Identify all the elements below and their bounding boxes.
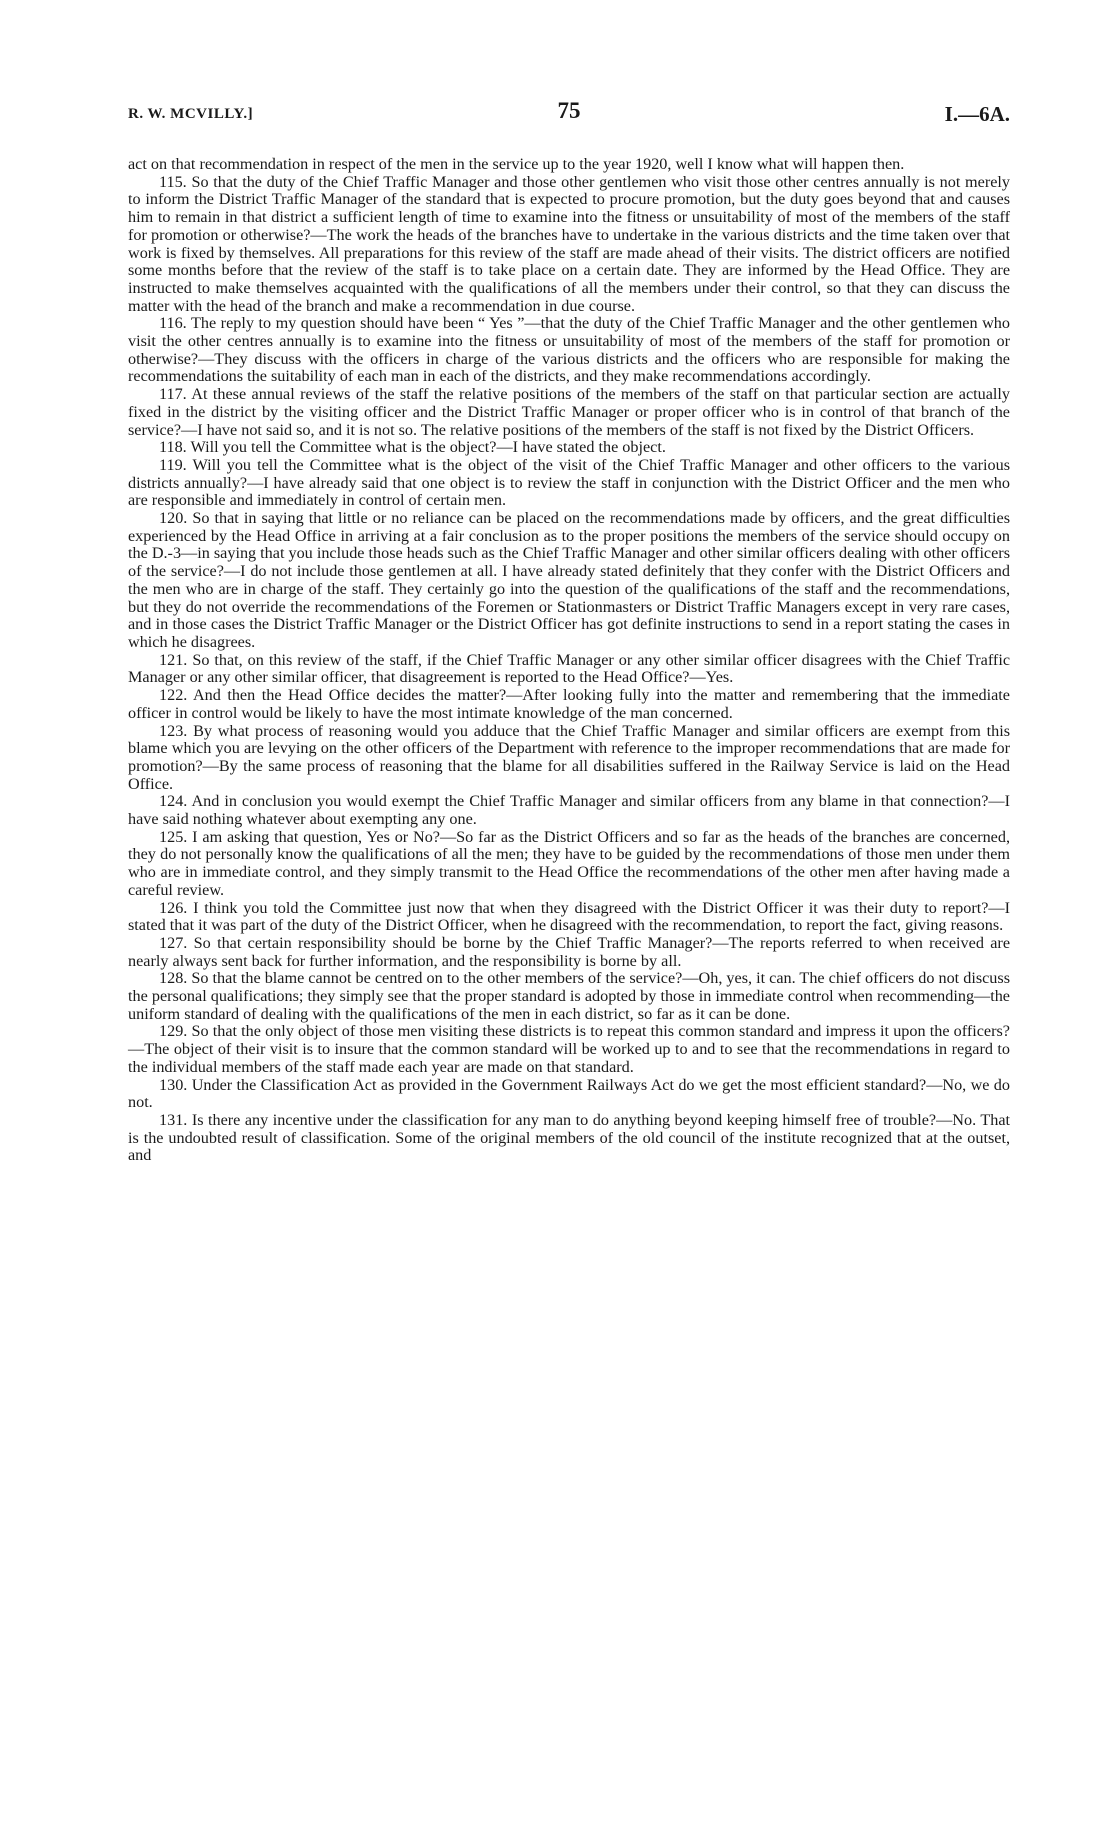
witness-name: R. W. MCVILLY.] [128,106,254,122]
question-paragraph [128,386,1010,439]
question-number: 124. [159,792,188,811]
question-paragraph [128,829,1010,900]
question-paragraph [128,935,1010,970]
question-number: 117. [159,385,187,404]
question-number: 126. [159,898,188,917]
question-number: 121. [159,650,188,669]
paper-reference: I.—6A. [944,102,1010,126]
question-paragraph [128,510,1010,652]
paragraph-text: At these annual reviews of the staff the relative positions of the members of the staff on that particular section are actually fixed in the district by the visiting officer and the District Traffic Manager or proper officer who is in control of that branch of the service?—I have not said so, and it is not so. The relative positions of the members of the staff is not fixed by the District Officers. [128,385,1011,439]
paragraph-text: So that the duty of the Chief Traffic Manager and those other gentlemen who visit those other centres annually is not merely to inform the District Traffic Manager of the standard that is expected to procure promotion, but the duty goes beyond that and causes him to remain in that district a sufficient length of time to examine into the fitness or unsuitability of most of the members of the staff for promotion or otherwise?—The work the heads of the branches have to undertake in the various districts and the time taken over that work is fixed by themselves. All preparations for this review of the staff are made ahead of their visits. The district officers are notified some months before that the review of the staff is to take place on a certain date. They are informed by the Head Office. They are instructed to make themselves acquainted with the qualifications of all the members under their control, so that they can discuss the matter with the head of the branch and make a recommendation in due course. [128,172,1010,315]
question-number: 123. [159,721,188,740]
question-paragraph [128,1112,1010,1165]
question-number: 122. [159,686,188,705]
question-number: 129. [159,1022,188,1041]
question-paragraph [128,174,1010,316]
paragraph-text: So that, on this review of the staff, if the Chief Traffic Manager or any other similar officer disagrees with the Chief Traffic Manager or any other similar officer, that disagreement is reported to the Head Office?—Yes. [128,650,1011,687]
question-number: 130. [159,1075,188,1094]
question-paragraph [128,970,1010,1023]
paragraph-text: So that in saying that little or no reliance can be placed on the recommendations made by officers, and the great difficulties experienced by the Head Office in arriving at a fair conclusion as to the proper positions the members of the service should occupy on the D.-3—in saying that you include those heads such as the Chief Traffic Manager and other similar officers dealing with other officers of the service?—I do not include those gentlemen at all. I have already stated definitely that they confer with the District Officers and the men who are in charge of the staff. They certainly go into the question of the qualifications of the staff and the recommendations, but they do not override the recommendations of the Foremen or Stationmasters or District Traffic Managers except in very rare cases, and in those cases the District Traffic Manager or the District Officer has got definite instructions to send in a report stating the cases in which he disagrees. [128,509,1011,651]
document-body [128,156,1010,1165]
question-paragraph [128,439,1010,457]
paragraph-text: I think you told the Committee just now that when they disagreed with the District Officer it was their duty to report?—I stated that it was part of the duty of the District Officer, when he disagreed with the recommendation, to report the fact, giving reasons. [128,898,1011,935]
question-paragraph [128,315,1010,386]
question-number: 116. [159,314,187,333]
paragraph-text: I am asking that question, Yes or No?—So far as the District Officers and so far as the heads of the branches are concerned, they do not personally know the qualifications of all the men; they have to be guided by the recommendations of those men under them who are in immediate control, and they simply transmit to the Head Office the recommendations of the other men after having made a careful review. [128,827,1011,899]
question-paragraph [128,457,1010,510]
paragraph-text: So that certain responsibility should be borne by the Chief Traffic Manager?—The reports referred to when received are nearly always sent back for further information, and the responsibility is borne by all. [128,933,1011,970]
question-paragraph [128,687,1010,722]
question-paragraph [128,793,1010,828]
question-paragraph [128,652,1010,687]
paragraph-text: act on that recommendation in respect of the men in the service up to the year 1920, well I know what will happen then. [128,155,905,173]
question-number: 131. [159,1110,188,1129]
paragraph-text: The reply to my question should have been “ Yes ”—that the duty of the Chief Traffic Manager and the other gentlemen who visit the other centres annually is to examine into the fitness or unsuitability of most of the members of the staff for promotion or otherwise?—They discuss with the officers in charge of the various districts and the officers who are responsible for making the recommendations the suitability of each man in each of the districts, and they make recommendations accordingly. [128,314,1010,386]
paragraph-text: So that the blame cannot be centred on to the other members of the service?—Oh, yes, it can. The chief officers do not discuss the personal qualifications; they simply see that the proper standard is adopted by those in immediate control when recommending—the uniform standard of dealing with the qualifications of the men in each district, so far as it can be done. [128,969,1011,1023]
question-number: 118. [159,438,187,457]
paragraph-text: Will you tell the Committee what is the object?—I have stated the object. [190,438,666,457]
question-number: 119. [159,455,187,474]
paragraph-text: Under the Classification Act as provided in the Government Railways Act do we get the most efficient standard?—No, we do not. [128,1075,1010,1112]
question-paragraph [128,1023,1010,1076]
question-paragraph [128,723,1010,794]
paragraph-text: And in conclusion you would exempt the Chief Traffic Manager and similar officers from any blame in that connection?—I have said nothing whatever about exempting any one. [128,792,1010,829]
question-paragraph [128,900,1010,935]
question-paragraph [128,1077,1010,1112]
paragraph-text: Will you tell the Committee what is the object of the visit of the Chief Traffic Manager and other officers to the various districts annually?—I have already said that one object is to review the staff in conjunction with the District Officer and the men who are responsible and immediately in control of certain men. [128,455,1011,510]
paragraph-continued [128,156,1010,174]
paragraph-text: And then the Head Office decides the matter?—After looking fully into the matter and remembering that the immediate officer in control would be likely to have the most intimate knowledge of the man concerned. [128,686,1010,722]
paragraph-text: Is there any incentive under the classification for any man to do anything beyond keeping himself free of trouble?—No. That is the undoubted result of classification. Some of the original members of the old council of the institute recognized that at the outset, and [128,1110,1010,1165]
paragraph-text: So that the only object of those men visiting these districts is to repeat this common standard and impress it upon the officers?—The object of their visit is to insure that the common standard will be worked up to and to see that the recommendations in regard to the individual members of the staff made each year are made on that standard. [128,1022,1010,1076]
question-number: 127. [159,933,188,952]
page-number: 75 [557,98,581,123]
document-page [128,98,1010,1165]
question-number: 128. [159,969,188,988]
question-number: 115. [159,172,187,191]
page-header [128,98,1010,138]
question-number: 125. [159,827,188,846]
question-number: 120. [159,509,188,528]
paragraph-text: By what process of reasoning would you adduce that the Chief Traffic Manager and similar officers are exempt from this blame which you are levying on the other officers of the Department with reference to the improper recommendations that are made for promotion?—By the same process of reasoning that the blame for all disabilities suffered in the Railway Service is laid on the Head Office. [128,721,1011,793]
